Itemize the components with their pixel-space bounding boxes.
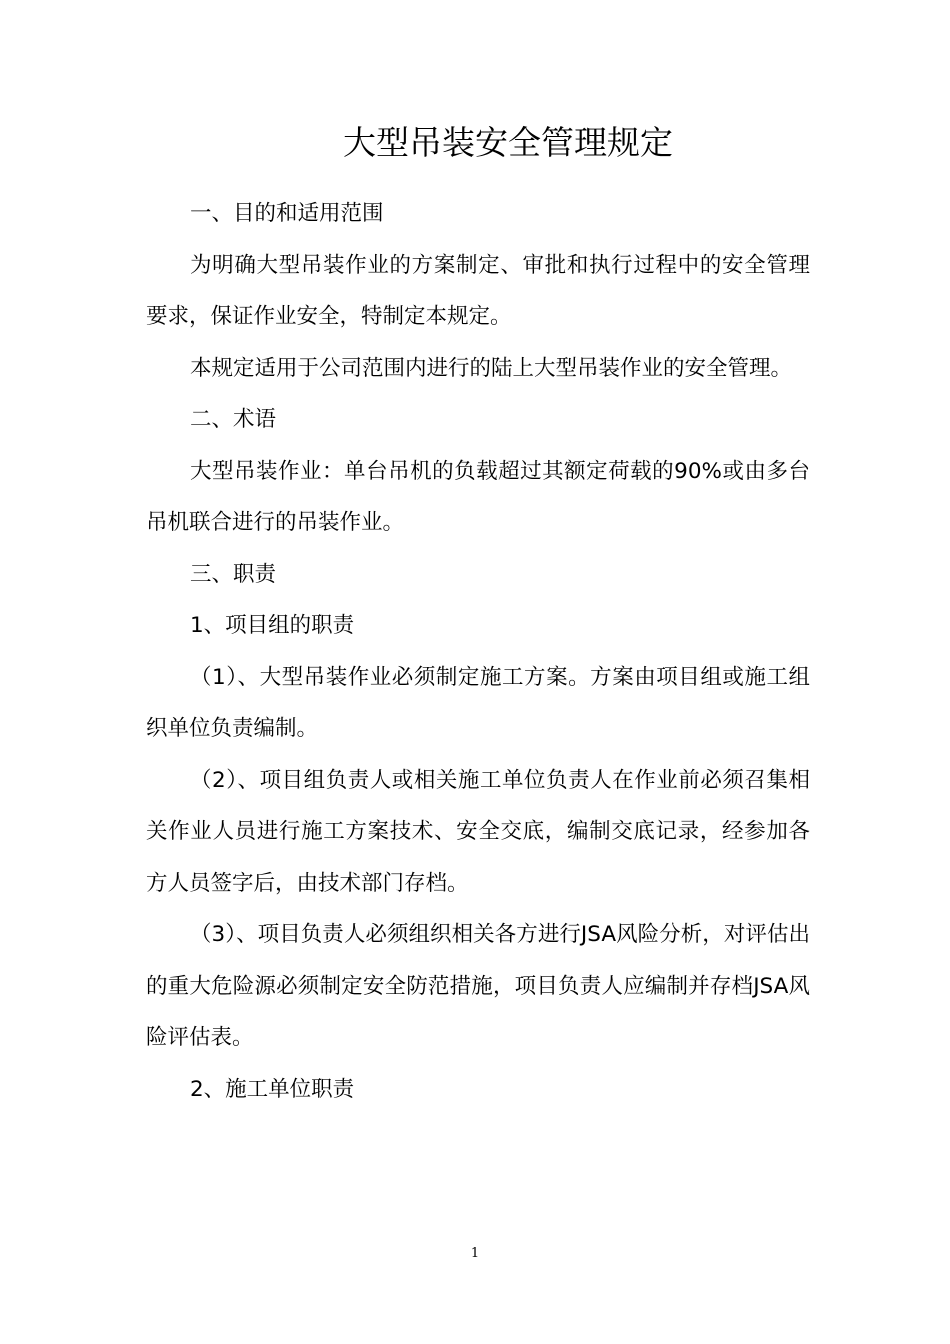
- paragraph-item-3: （3）、项目负责人必须组织相关各方进行JSA风险分析，对评估出的重大危险源必须制定安全防范措施，项目负责人应编制并存档JSA风险评估表。: [146, 922, 810, 1050]
- title-wrap: [0, 118, 950, 168]
- section-heading-terms: 二、术语: [190, 407, 277, 432]
- paragraph-scope: 本规定适用于公司范围内进行的陆上大型吊装作业的安全管理。: [190, 355, 793, 381]
- page-title: 大型吊装安全管理规定: [343, 123, 673, 162]
- document-body: [146, 188, 810, 1115]
- section-heading-responsibilities: 三、职责: [190, 561, 277, 587]
- paragraph-term-definition: 大型吊装作业：单台吊机的负载超过其额定荷载的90%或由多台吊机联合进行的吊装作业。: [146, 458, 810, 535]
- paragraph-item-1: （1）、大型吊装作业必须制定施工方案。方案由项目组或施工组织单位负责编制。: [146, 664, 810, 741]
- page-number: 1: [470, 1246, 480, 1261]
- section-heading-purpose: 一、目的和适用范围: [190, 201, 384, 226]
- paragraph-purpose: 为明确大型吊装作业的方案制定、审批和执行过程中的安全管理要求，保证作业安全，特制定本规定。: [146, 252, 810, 329]
- paragraph-item-2: （2）、项目组负责人或相关施工单位负责人在作业前必须召集相关作业人员进行施工方案技术、安全交底，编制交底记录，经参加各方人员签字后，由技术部门存档。: [146, 767, 810, 896]
- subheading-contractor: 2、施工单位职责: [190, 1076, 355, 1102]
- subheading-project-team: 1、项目组的职责: [190, 613, 355, 638]
